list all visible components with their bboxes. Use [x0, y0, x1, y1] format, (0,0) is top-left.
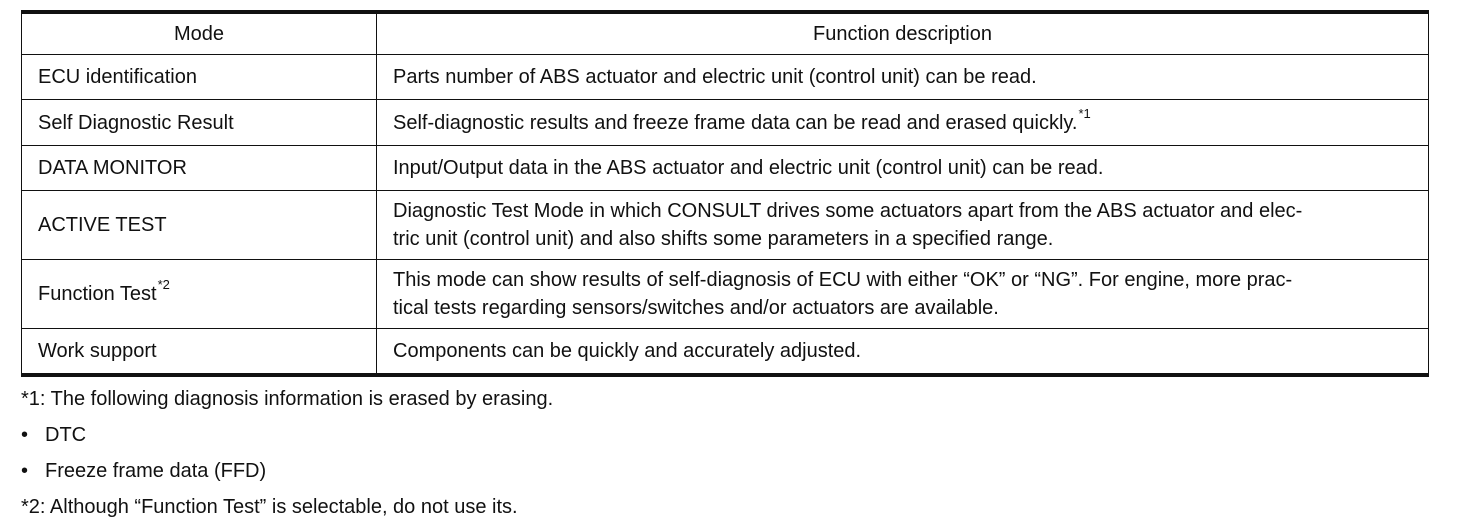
mode-function-table [21, 10, 1429, 377]
description-cell [377, 260, 1429, 329]
bullet-item [21, 417, 553, 453]
header-mode: Mode [22, 12, 377, 55]
description-cell: Parts number of ABS actuator and electric unit (control unit) can be read. [377, 55, 1429, 100]
table-row [22, 55, 1429, 100]
bullet-item [21, 453, 553, 489]
header-function-description: Function description [377, 12, 1429, 55]
mode-cell: ECU identification [22, 55, 377, 100]
description-cell: Input/Output data in the ABS actuator and electric unit (control unit) can be read. [377, 146, 1429, 191]
mode-cell: ACTIVE TEST [22, 191, 377, 260]
description-cell: Components can be quickly and accurately adjusted. [377, 329, 1429, 376]
bullet-text: Freeze frame data (FFD) [45, 460, 267, 482]
table-row [22, 260, 1429, 329]
bullet-icon: • [21, 460, 29, 482]
description-text: Self-diagnostic results and freeze frame data can be read and erased quickly. [393, 111, 1078, 134]
footnote-ref: *1 [1078, 105, 1091, 121]
mode-cell: Self Diagnostic Result [22, 100, 377, 146]
description-line-1: Diagnostic Test Mode in which CONSULT drives some actuators apart from the ABS actuator and elec- [393, 200, 1303, 222]
description-line-2: tric unit (control unit) and also shifts some parameters in a specified range. [393, 228, 1054, 250]
mode-cell [22, 260, 377, 329]
table-header-row [22, 12, 1429, 55]
description-line-2: tical tests regarding sensors/switches and/or actuators are available. [393, 297, 999, 319]
footnotes [21, 381, 553, 525]
footnote-ref: *2 [157, 277, 170, 293]
table-row [22, 100, 1429, 146]
bullet-icon: • [21, 424, 29, 446]
description-line-1: This mode can show results of self-diagnosis of ECU with either “OK” or “NG”. For engine, more prac- [393, 269, 1293, 291]
footnote-2: *2: Although “Function Test” is selectable, do not use its. [21, 496, 518, 518]
table-row [22, 191, 1429, 260]
mode-cell: Work support [22, 329, 377, 376]
bullet-text: DTC [45, 424, 87, 446]
description-cell [377, 100, 1429, 146]
table-row [22, 329, 1429, 376]
footnote-1: *1: The following diagnosis information is erased by erasing. [21, 388, 554, 410]
description-cell [377, 191, 1429, 260]
table-row [22, 146, 1429, 191]
mode-text: Function Test [38, 283, 157, 305]
mode-cell: DATA MONITOR [22, 146, 377, 191]
